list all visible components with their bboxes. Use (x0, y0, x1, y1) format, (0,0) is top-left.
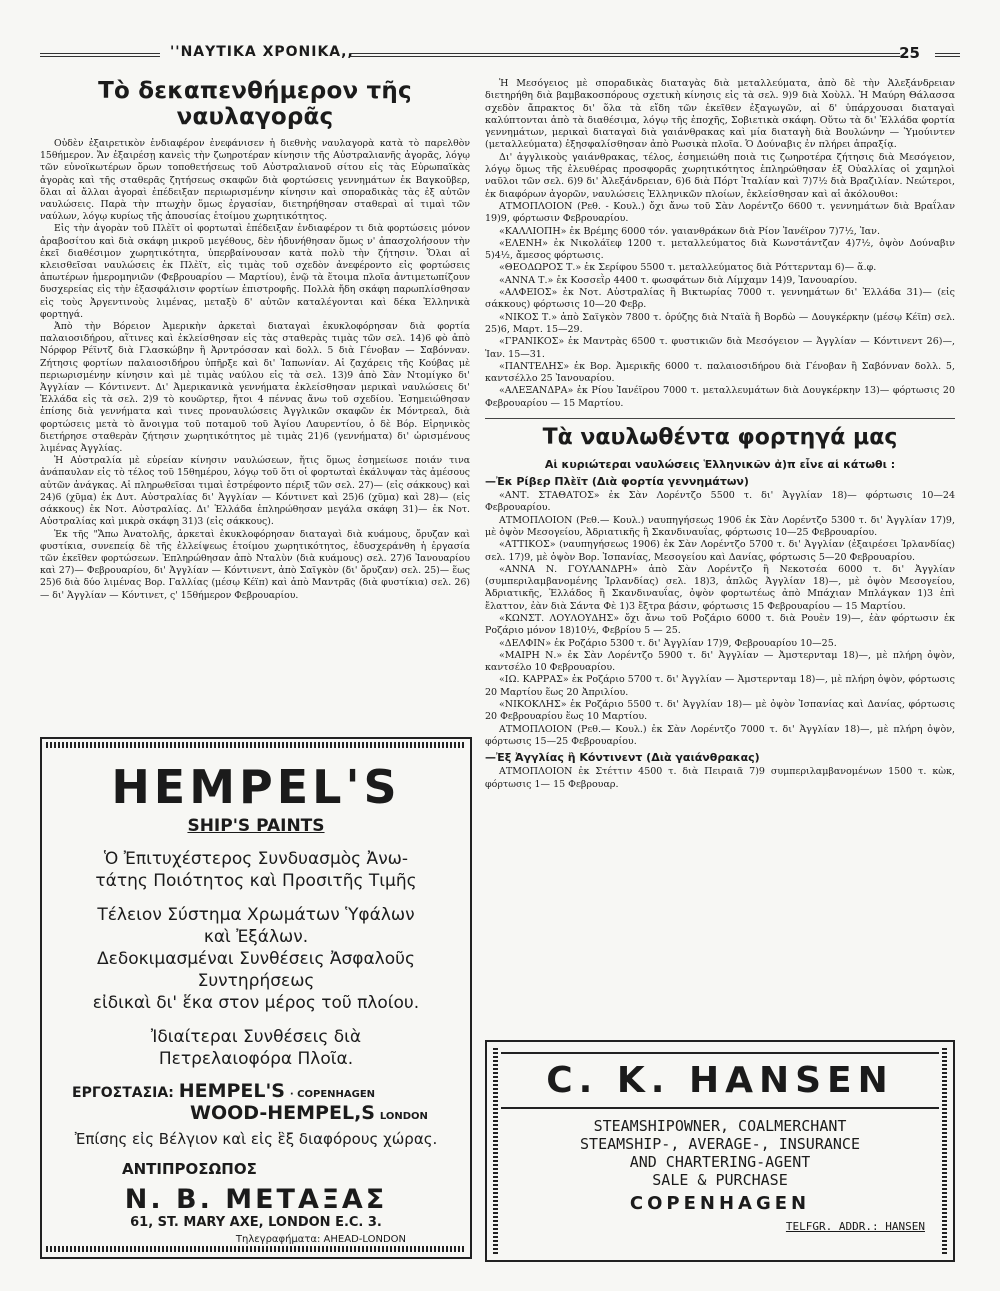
hempel-subtitle: SHIP'S PAINTS (187, 816, 325, 836)
article-paragraph: Οὐδὲν ἐξαιρετικὸν ἐνδιαφέρον ἐνεφάνισεν ἡ διεθνὴς ναυλαγορὰ κατὰ τὸ παρελθὸν 15θήμερον. Ἄν ἐξαιρέσῃ κανεὶς τὴν ζωηροτέραν κίνησιν τῆς Αὐστραλιανῆς ἀγορᾶς, λόγῳ τῶν εὐνοϊκωτέρων ὅρων τοποθετήσεως τοῦ Αὐστραλιανοῦ σίτου εἰς τὰς Εὐρωπαϊκὰς ἀγορὰς καὶ τῆς σταθερᾶς ζητήσεως σκαφῶν διὰ φορτώσεις γεννημάτων ἐκ Βαγκοῦβερ, ὅλαι αἱ ἄλλαι ἀγοραὶ ἐπέδειξαν περιωρισμένην κίνησιν καὶ σποραδικὰς τὰς ἐξ αὐτῶν ναυλώσεις. Παρὰ τὴν πτωχὴν ὅμως ἐργασίαν, διετηρήθησαν σταθεραὶ αἱ τιμαὶ τῶν ναύλων, λόγῳ κυρίως τῆς ἀπουσίας ἑτοίμου χωρητικότητος. (40, 138, 470, 223)
ad-border-ticks-bottom (46, 1246, 466, 1252)
fixture-item: «ΑΝΤ. ΣΤΑΘΑΤΟΣ» ἐκ Σὰν Λορέντζο 5500 τ. δι' Ἀγγλίαν 18)— φόρτωσις 10—24 Φεβρουαρίου. (485, 490, 955, 514)
factories (42, 1080, 470, 1102)
telegraph-address: Τηλεγραφήματα: AHEAD-LONDON (235, 1234, 406, 1245)
fixture-item: «ΑΤΤΙΚΟΣ» (ναυπηγήσεως 1906) ἐκ Σὰν Λορέντζο 5700 τ. δι' Ἀγγλίαν (ἐξαιρέσει Ἰρλανδίας) σελ. 17)9, μὲ ὀψὸν Βορ. Ἰσπανίας, Μεσογείου καὶ Δανίας, φόρτωσις 5—20 Φεβρουαρίου. (485, 539, 955, 563)
ad-line: Δεδοκιμασμέναι Συνθέσεις Ἀσφαλοῦς (97, 949, 415, 969)
fixture-item: «ΔΕΛΦΙΝ» ἐκ Ροζάριο 5300 τ. δι' Ἀγγλίαν 17)9, Φεβρουαρίου 10—25. (499, 637, 837, 649)
coal-fixtures (485, 766, 955, 791)
ad-rule-top (501, 1052, 939, 1054)
article-paragraph: Ἀπὸ τὴν Βόρειον Ἀμερικὴν ἀρκεταὶ διαταγαὶ ἐκυκλοφόρησαν διὰ φορτία παλαιοσιδήρου, αἵτινες καὶ ἐκλείσθησαν εἰς τὰς σταθερὰς τιμὰς τῶν σελ. 14)6 φὸ ἀπὸ Νόρφορ Ρέϊντζ διὰ Γλασκώβην ἢ Ἀρντρόσσαν καὶ δολλ. 5 διὰ Γένοβαν — Σαβόνναν. Ζήτησις φορτίων παλαιοσιδήρου ὑπῆρξε καὶ δι' Ἰαπωνίαν. Αἱ ζαχάρεις τῆς Κούβας μὲ περιωρισμένην κίνησιν καὶ μὲ τιμὰς ναύλου εἰς τὰ σελ. 13)9 ἀπὸ Σὰν Ντομίγκο δι' Ἀγγλίαν — Κόντινεντ. Δι' Ἀμερικανικὰ γεννήματα ἐκλείσθησαν μερικαὶ ναυλώσεις δι' Ἑλλάδα εἰς τὰ σελ. 2)9 τὸ κουῶρτερ, ἤτοι 4 πέννας ἄνω τοῦ σχεδίου. Ἐσημειώθησαν ἐπίσης διὰ γεννήματα καὶ τινες προναυλώσεις Ἀγγλικῶν σκαφῶν ἐκ Μόντρεαλ, διὰ φορτώσεις μετὰ τὸ ἄνοιγμα τοῦ ποταμοῦ τοῦ Ἁγίου Λαυρεντίου, ὁ δὲ Βόρ. Εἰρηνικὸς διετήρησε σταθερὰν ζήτησιν χωρητικότητος μὲ τιμὰς 21)6 (γεννήματα) δι' ὡρισμένους λιμένας Ἀγγλίας. (40, 321, 470, 455)
fixture-item: «ΠΑΝΤΕΛΗΣ» ἐκ Βορ. Ἀμερικῆς 6000 τ. παλαιοσιδήρου διὰ Γένοβαν ἢ Σαβόνναν δολλ. 5, καντσέλλο 25 Ἰανουαρίου. (485, 360, 955, 385)
header-rule-middle (350, 53, 900, 57)
fixture-item: «ΘΕΟΔΩΡΟΣ Τ.» ἐκ Σερίφου 5500 τ. μεταλλεύματος διὰ Ρόττερνταμ 6)— ἅ.φ. (499, 262, 877, 274)
fixture-item: «ΑΛΦΕΙΟΣ» ἐκ Νοτ. Αὐστραλίας ἢ Βικτωρίας 7000 τ. γεννημάτων δι' Ἑλλάδα 31)— (εἰς σάκκους) φόρτωσις 10—20 Φεβρ. (485, 287, 955, 311)
fixture-item: ΑΤΜΟΠΛΟΙΟΝ (Ρεθ.— Κουλ.) ἐκ Σὰν Λορέντζο 7000 τ. δι' Ἀγγλίαν 18)—, μὲ πλήρη ὀψὸν, φόρτωσις 15—25 Φεβρουαρίου. (485, 723, 955, 747)
fixture-item: ΑΤΜΟΠΛΟΙΟΝ (Ρεθ.— Κουλ.) ναυπηγήσεως 1906 ἐκ Σὰν Λορέντζο 5300 τ. δι' Ἀγγλίαν 17)9, μὲ ὀψὸν Μεσογείου, Ἀδριατικῆς ἢ Σκανδιναυΐας, φόρτωσις 10—25 Φεβρουαρίου. (485, 514, 955, 538)
header-rule-left (40, 53, 160, 57)
factory-label: ΕΡΓΟΣΤΑΣΙΑ: (72, 1085, 174, 1101)
article-paragraph: Ἐκ τῆς "Ἄπω Ἀνατολῆς, ἀρκεταὶ ἐκυκλοφόρησαν διαταγαὶ διὰ κυάμους, ὄρυζαν καὶ φυστίκια, συνεπείᾳ δὲ τῆς ἐλλείψεως ἑτοίμου χωρητικότητος, ἐδυσχεράνθη ἡ ἐργασία τῶν ἐκεῖθεν φορτώσεων. Ἐπληρώθησαν ἀπὸ Νταλὺν (διὰ κυάμους) σελ. 27)6 Ἰανουαρίου καὶ 27)— Φεβρουαρίου, δι' Ἀγγλίαν — Κόντινεντ, ἀπὸ Σαϊγκὸν (δι' ὄρυζαν) σελ. 25)— ἕως 25)6 διὰ δύο λιμένας Βορ. Γαλλίας (μέσῳ Κέϊπ) καὶ ἀπὸ Μαντρᾶς (διὰ φυστίκια) σελ. 26)— δι' Ἀγγλίαν — Κόντινετ, ς' 15θήμερον Φεβρουαρίου. (40, 528, 470, 601)
factory-london-city: LONDON (379, 1111, 428, 1122)
fixture-item: «ΜΑΙΡΗ Ν.» ἐκ Σὰν Λορέντζο 5900 τ. δι' Ἀγγλίαν — Ἀμστερνταμ 18)—, μὲ πλήρη ὀψὸν, καντσέλο 10 Φεβρουαρίου. (485, 649, 955, 674)
hansen-telegraph: TELFGR. ADDR.: HANSEN (785, 1220, 925, 1233)
fixture-item: «ΚΩΝΣΤ. ΛΟΥΛΟΥΔΗΣ» ὄχι ἄνω τοῦ Ροζάριο 6000 τ. διὰ Ρουὲν 19)—, ἐὰν φόρτωσιν ἐκ Ροζάριο μόνον 18)10½, Φεβρίου 5 — 25. (485, 612, 955, 637)
header-rule-right (935, 53, 960, 57)
ad-border-ticks-top (46, 742, 466, 748)
ad-border-ticks-left (493, 1048, 498, 1254)
section-divider (485, 418, 955, 419)
page-number: 25 (899, 44, 920, 62)
ad-line: Πετρελαιοφόρα Πλοῖα. (158, 1049, 354, 1069)
ad-line: καὶ Ἐξάλων. (203, 927, 309, 947)
freight-market-heading: Τὸ δεκαπενθήμερον τῆς ναυλαγορᾶς (98, 78, 412, 130)
hempel-advertisement (40, 737, 472, 1259)
fixture-item: «ΝΙΚΟΚΛΗΣ» ἐκ Ροζάριο 5500 τ. δι' Ἀγγλίαν 18)— μὲ ὀψὸν Ἰσπανίας καὶ Δανίας, φόρτωσις 20 Φεβρουαρίου ἕως 10 Μαρτίου. (485, 699, 955, 723)
coal-subheading: —Ἐξ Ἀγγλίας ἢ Κόντινεντ (Διὰ γαιάνθρακας) (485, 751, 760, 765)
fixture-item: «ΑΝΝΑ Τ.» ἐκ Κοσσεῒρ 4400 τ. φωσφάτων διὰ Λίμχαμν 14)9, Ἰανουαρίου. (499, 274, 858, 286)
factories-second (42, 1102, 470, 1124)
continued-article (485, 78, 955, 410)
fixture-item: «ΓΡΑΝΙΚΟΣ» ἐκ Μαντρὰς 6500 τ. φυστικιῶν διὰ Μεσόγειον — Ἀγγλίαν — Κόντινεντ 26)—, Ἰαν. 15—31. (485, 336, 955, 360)
ad-line: SALE & PURCHASE (652, 1171, 788, 1189)
article-paragraph: Ἡ Μεσόγειος μὲ σποραδικὰς διαταγὰς διὰ μεταλλεύματα, ἀπὸ δὲ τὴν Ἀλεξάνδρειαν διετηρήθη διὰ βαμβακοσπόρους σχετικὴ κίνησις εἰς τὰ σελ. 9)9 διὰ Χοὺλλ. Ἡ Μαύρη Θάλασσα σχεδὸν ἄπρακτος δι' ὅλα τὰ εἴδη τῶν ἐκεῖθεν ἐξαγωγῶν, αἱ δ' ὑπάρχουσαι διαταγαὶ καλύπτονται ἀπὸ τὰ διαθέσιμα, λόγῳ τῆς ἐποχῆς, Σοβιετικὰ σκάφη. Οὕτω τὰ δι' Ἑλλάδα φορτία γεννημάτων, μερικαὶ διαταγαὶ διὰ γαιάνθρακας καὶ μία διαταγὴ διὰ Βουλώνην — Ὑμούιντεν (μεταλλεύματα) ἐξησφαλίσθησαν ἀπὸ Ρωσικὰ πλοῖα. Ὁ Δούναβις ἐν πλήρει ἀπραξίᾳ. (485, 78, 955, 151)
fixture-item: ΑΤΜΟΠΛΟΙΟΝ (Ρεθ. - Κουλ.) ὄχι ἄνω τοῦ Σὰν Λορέντζο 6600 τ. γεννημάτων διὰ Βραΐλαν 19)9, φόρτωσιν Φεβρουαρίου. (485, 200, 955, 225)
ad-line: Συντηρήσεως (197, 971, 315, 991)
hansen-advertisement (485, 1040, 955, 1262)
fixture-item: «ΙΩ. ΚΑΡΡΑΣ» ἐκ Ροζάριο 5700 τ. δι' Ἀγγλίαν — Ἀμστερνταμ 18)—, μὲ πλήρη ὀψὸν, φόρτωσις 20 Μαρτίου ἕως 20 Ἀπριλίου. (485, 674, 955, 698)
factory-london: WOOD-HEMPEL,S (190, 1102, 375, 1124)
fixture-item: «ΕΛΕΝΗ» ἐκ Νικολάϊεφ 1200 τ. μεταλλεύματος διὰ Κωνστάντζαν 4)7½, ὀψὸν Δούναβιν 5)4½, ἄμεσος φόρτωσις. (485, 237, 955, 262)
ad-line: εἰδικαὶ δι' ἕκα στον μέρος τοῦ πλοίου. (92, 993, 420, 1013)
agent-address: 61, ST. MARY AXE, LONDON E.C. 3. (130, 1215, 382, 1230)
branches-line: Ἐπίσης εἰς Βέλγιον καὶ εἰς ἓξ διαφόρους χώρας. (74, 1130, 438, 1148)
hempel-brand: HEMPEL'S (111, 760, 401, 814)
section-subheading: Αἱ κυριώτεραι ναυλώσεις Ἑλληνικῶν ἀ)π εἶνε αἱ κάτωθι : (544, 458, 896, 472)
representative-label: ΑΝΤΙΠΡΟΣΩΠΟΣ (122, 1160, 257, 1178)
ad-border-ticks-right (942, 1048, 947, 1254)
ad-line: STEAMSHIPOWNER, COALMERCHANT (593, 1117, 847, 1135)
article-paragraph: Ἡ Αὐστραλία μὲ εὐρείαν κίνησιν ναυλώσεων, ἥτις ὅμως ἐσημείωσε ποιάν τινα ἀνάπαυλαν εἰς τὸ τέλος τοῦ 15θημέρου, λόγῳ τοῦ ὅτι οἱ φορτωταὶ ἐκάλυψαν τὰς ἀμέσους αὐτῶν ἀνάγκας. Αἱ πληρωθεῖσαι τιμαὶ ἐστρέφοντο πέριξ τῶν σελ. 27)— (εἰς σάκκους) καὶ 24)6 (χῦμα) ἐκ Δυτ. Αὐστραλίας δι' Ἀγγλίαν — Κόντινετ καὶ 25)6 (χῦμα) καὶ 28)— (εἰς σάκκους) ἐκ Νοτ. Αὐστραλίας. Δι' Ἑλλάδα ἐπληρώθησαν μεγάλα σκάφη 31)— ἐκ Νοτ. Αὐστραλίας καὶ μικρὰ σκάφη 31)3 (εἰς σάκκους). (40, 455, 470, 528)
ad-line: τάτης Ποιότητος καὶ Προσιτῆς Τιμῆς (95, 871, 417, 891)
ad-line: AND CHARTERING-AGENT (629, 1153, 811, 1171)
chartered-vessels-heading: Τὰ ναυλωθέντα φορτηγά μας (542, 425, 898, 451)
journal-title: ''ΝΑΥΤΙΚΑ ΧΡΟΝΙΚΑ,, (170, 44, 354, 60)
factory-copenhagen: HEMPEL'S (178, 1080, 285, 1102)
page-header (40, 44, 960, 68)
ad-line: Ἰδιαίτεραι Συνθέσεις διὰ (150, 1027, 362, 1047)
factory-copenhagen-city: · COPENHAGEN (289, 1089, 376, 1100)
article-paragraph: Δι' ἀγγλικοὺς γαιάνθρακας, τέλος, ἐσημειώθη ποιὰ τις ζωηροτέρα ζήτησις διὰ Μεσόγειον, λόγῳ ὅμως τῆς ἐλευθέρας προσφορᾶς χωρητικότητος ἐπληρώθησαν ἐξ Οὐαλλίας οἱ χαμηλοὶ ναῦλοι τῶν σελ. 6)9 δι' Ἀλεξάνδρειαν, 6)6 διὰ Πόρτ Ἰταλίαν καὶ 7)7½ διὰ Βραζιλίαν. Νεώτεροι, ἐκ διαφόρων ἀγορῶν, ναυλώσεις Ἑλληνικῶν πλοίων, ἐκλείσθησαν καὶ αἱ ἀκόλουθοι: (485, 151, 955, 200)
ad-line: Ὁ Ἐπιτυχέστερος Συνδυασμὸς Ἀνω- (103, 849, 409, 869)
river-plate-subheading: —Ἐκ Ρίβερ Πλὲϊτ (Διὰ φορτία γεννημάτων) (485, 475, 749, 489)
agent-name: Ν. Β. ΜΕΤΑΞΑΣ (124, 1184, 388, 1215)
left-column (40, 78, 470, 730)
river-plate-fixtures (485, 490, 955, 748)
fixture-item: «ΑΛΕΞΑΝΔΡΑ» ἐκ Ρίου Ἰανέϊρου 7000 τ. μεταλλευμάτων διὰ Δουγκέρκην 13)— φόρτωσις 20 Φεβρουαρίου — 15 Μαρτίου. (485, 385, 955, 409)
hansen-city: COPENHAGEN (629, 1193, 811, 1214)
right-column (485, 78, 955, 1033)
fixture-item: «ΝΙΚΟΣ Τ.» ἀπὸ Σαϊγκὸν 7800 τ. ὀρύζης διὰ Νταϊὰ ἢ Βορδὼ — Δουγκέρκην (μέσῳ Κέϊπ) σελ. 25)6, Μαρτ. 15—29. (485, 311, 955, 335)
ad-line: Τέλειον Σύστημα Χρωμάτων Ὑφάλων (97, 905, 415, 925)
ad-line: STEAMSHIP-, AVERAGE-, INSURANCE (580, 1135, 860, 1153)
fixture-item: «ΑΝΝΑ Ν. ΓΟΥΛΑΝΔΡΗ» ἀπὸ Σὰν Λορέντζο ἢ Νεκοτσέα 6000 τ. δι' Ἀγγλίαν (συμπεριλαμβανομένης Ἰρλανδίας) σελ. 18)3, ἁπλῶς Ἀγγλίαν 18)—, μὲ ὀψὸν Μεσογείου, Ἀδριατικῆς, Ἑλλάδος ἢ Σκανδιναυΐας, ὀψὸν φορτωτέως ἀπὸ Μπάχιαν Μπλάγκαν 1)3 ἐπὶ ἔλαττον, ἐὰν διὰ Σάντα Φὲ 1)3 ἔξτρα βάσιν, φόρτωσις 15 Φεβρουαρίου — 15 Μαρτίου. (485, 563, 955, 612)
article-paragraph: Εἰς τὴν ἀγορὰν τοῦ Πλὲϊτ οἱ φορτωταὶ ἐπέδειξαν ἐνδιαφέρον τι διὰ φορτώσεις μόνον ἀραβοσίτου καὶ διὰ σκάφη μικροῦ μεγέθους, δὲν ἠδυνήθησαν ὅμως ν' ἀπασχολήσουν τὴν ἐκεῖ διαθέσιμον χωρητικότητα, ὑπερβαίνουσαν κατὰ πολὺ τὴν ζήτησιν. Ὅλαι αἱ κλεισθεῖσαι ναυλώσεις ἐκ Πλὲϊτ, εἰς τιμὰς τοῦ σχεδὸν ἀνεφέροντο εἰς φορτώσεις ἀπωτέρων ἡμερομηνιῶν (Φεβρουαρίου — Μαρτίου), ἐνῷ τὰ ἕτοιμα πλοῖα ἀντιμετωπίζουν δυσχερείας εἰς τὴν ἐξασφάλισιν φορτίων ἐπιστροφῆς. Πολλὰ ἤδη σκάφη παρωπλίσθησαν εἰς τοὺς Ἀργεντινοὺς λιμένας, μεταξὺ δ' αὐτῶν καταλέγονται καὶ δέκα Ἑλληνικὰ φορτηγά. (40, 223, 470, 320)
freight-market-article (40, 138, 470, 602)
fixture-item: «ΚΑΛΛΙΟΠΗ» ἐκ Βρέμης 6000 τόν. γαιανθράκων διὰ Ρίον Ἰανέϊρον 7)7½, Ἰαν. (499, 225, 880, 237)
fixture-item: ΑΤΜΟΠΛΟΙΟΝ ἐκ Στέττιν 4500 τ. διὰ Πειραιᾶ 7)9 συμπεριλαμβανομένων 1500 τ. κὼκ, φόρτωσις 1— 15 Φεβρουαρ. (485, 766, 955, 790)
hansen-brand: C. K. HANSEN (546, 1060, 894, 1101)
